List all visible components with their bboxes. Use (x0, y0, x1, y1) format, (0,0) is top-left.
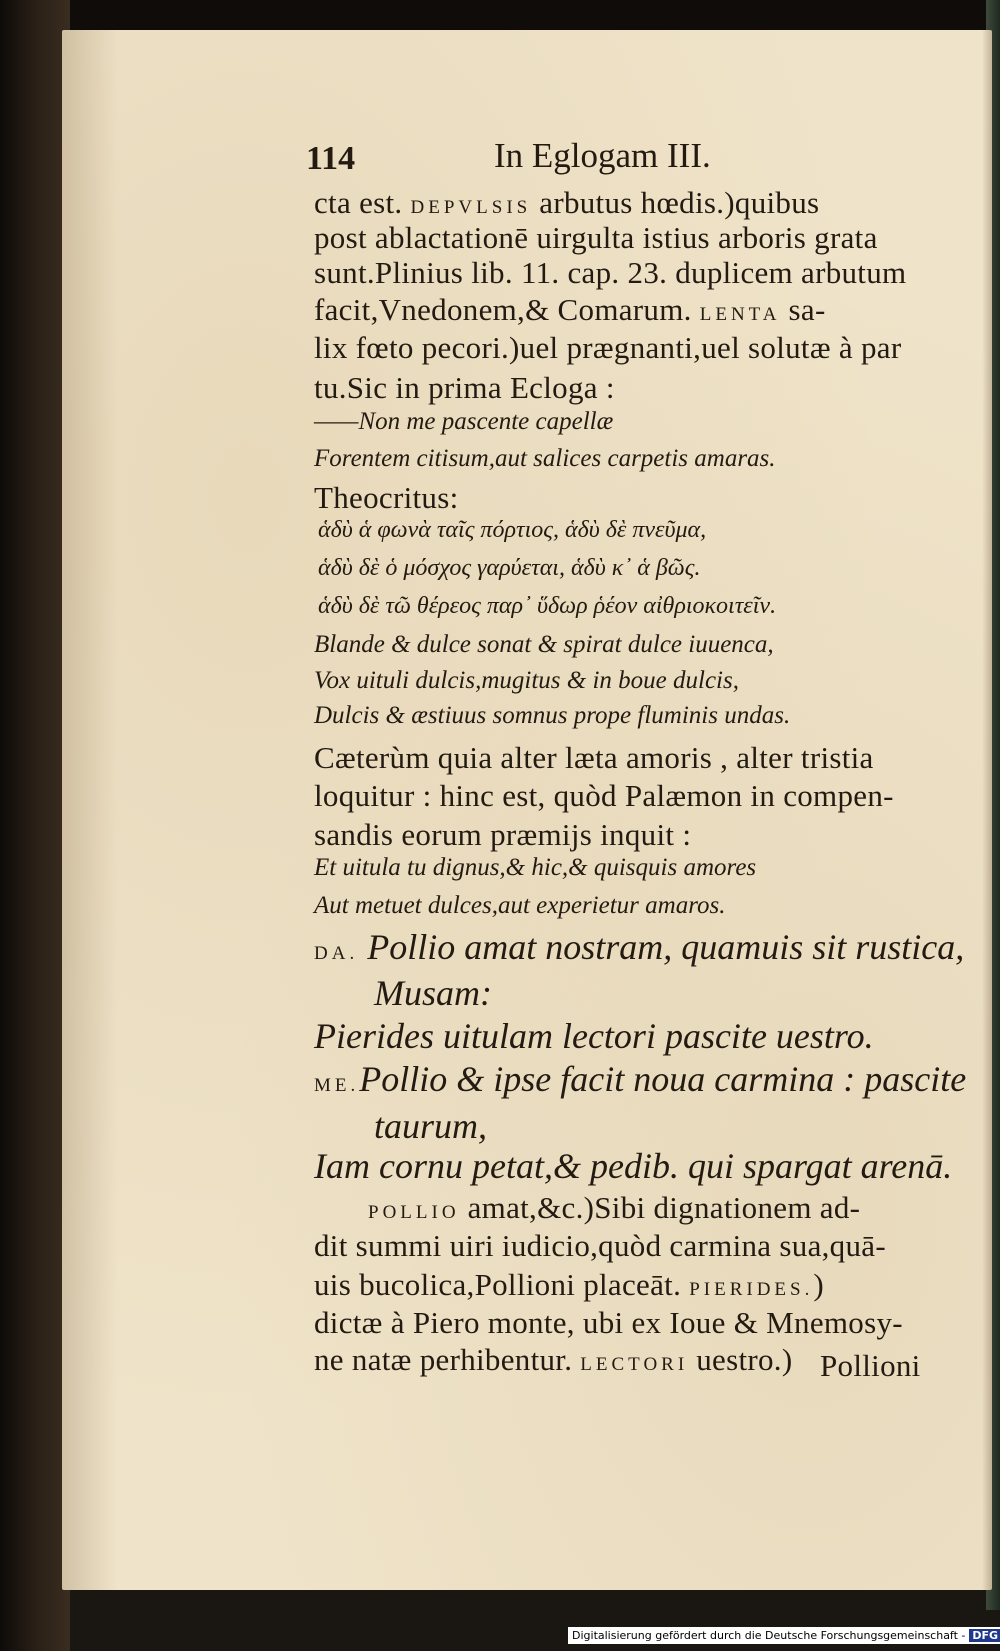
text-line: ——Non me pascente capellæ (314, 408, 614, 435)
text-line: Pierides uitulam lectori pascite uestro. (314, 1016, 874, 1056)
text-line: dit summi uiri iudicio,quòd carmina sua,quā- (314, 1228, 886, 1263)
text-segment: facit,Vnedonem,& Comarum. (314, 292, 700, 327)
text-line: loquitur : hinc est, quòd Palæmon in compen- (314, 778, 894, 813)
page-edge-shadow (982, 30, 992, 1590)
credit-text: Digitalisierung gefördert durch die Deutsche Forschungsgemeinschaft - (572, 1629, 966, 1642)
text-segment: ne natæ perhibentur. (314, 1342, 581, 1377)
text-segment: DEPVLSIS (410, 197, 532, 218)
text-line: tu.Sic in prima Ecloga : (314, 370, 615, 405)
text-segment: LENTA (699, 304, 781, 325)
text-line: Dulcis & æstiuus somnus prope fluminis undas. (314, 702, 791, 729)
catchword: Pollioni (820, 1348, 921, 1383)
text-line (314, 292, 826, 328)
text-line: Vox uituli dulcis,mugitus & in boue dulcis, (314, 667, 739, 694)
text-line: sunt.Plinius lib. 11. cap. 23. duplicem arbutum (314, 255, 907, 290)
text-line: Aut metuet dulces,aut experietur amaros. (314, 892, 726, 919)
text-segment: amat,&c.)Sibi dignationem ad- (459, 1190, 861, 1225)
text-segment: LECTORI (580, 1354, 689, 1375)
text-line (314, 1267, 824, 1303)
digitization-credit (568, 1627, 1000, 1644)
text-segment: ME. (314, 1075, 360, 1096)
text-line (314, 1342, 792, 1378)
text-segment: POLLIO (368, 1202, 460, 1223)
text-line: dictæ à Piero monte, ubi ex Ioue & Mnemosy- (314, 1305, 903, 1340)
text-line: Forentem citisum,aut salices carpetis amaras. (314, 445, 776, 472)
text-segment: uis bucolica,Pollioni placeāt. (314, 1267, 690, 1302)
text-line: post ablactationē uirgulta istius arboris grata (314, 220, 878, 255)
folio-number: 114 (306, 140, 356, 177)
text-line: ἁδὺ δὲ ὁ μόσχος γαρύεται, ἁδὺ κ᾽ ἁ βῶς. (318, 555, 701, 581)
running-head: In Eglogam III. (494, 136, 711, 175)
text-line: Cæterùm quia alter læta amoris , alter tristia (314, 740, 874, 775)
text-segment: Pollio amat nostram, quamuis sit rustica, (358, 927, 965, 967)
text-segment: uestro.) (688, 1342, 793, 1377)
text-line: ἁδὺ δὲ τῶ θέρεος παρ᾽ ὕδωρ ῥέον αἰθριοκοιτεῖν. (318, 593, 777, 619)
text-segment: Pollio & ipse facit noua carmina : pascite (359, 1059, 967, 1099)
text-line (368, 1190, 860, 1226)
text-line: sandis eorum præmijs inquit : (314, 817, 692, 852)
text-segment: sa- (780, 292, 826, 327)
text-segment: PIERIDES. (689, 1279, 814, 1300)
book-binding-top (0, 0, 1000, 34)
book-page (62, 30, 992, 1590)
text-line (314, 185, 819, 221)
text-line: Theocritus: (314, 480, 459, 515)
text-segment: ) (813, 1267, 824, 1302)
book-binding-spine (0, 0, 70, 1651)
text-line: Iam cornu petat,& pedib. qui spargat arenā. (314, 1146, 953, 1186)
text-line: lix fœto pecori.)uel prægnanti,uel solutæ à par (314, 330, 902, 365)
text-line: ἁδὺ ἁ φωνὰ ταῖς πόρτιος, ἁδὺ δὲ πνεῦμα, (318, 517, 707, 543)
text-line: taurum, (374, 1106, 488, 1146)
text-line (314, 926, 964, 968)
text-line: Musam: (374, 973, 492, 1013)
text-segment: DA. (314, 943, 359, 964)
text-line: Et uitula tu dignus,& hic,& quisquis amores (314, 854, 757, 881)
text-line (314, 1058, 966, 1100)
text-segment: cta est. (314, 185, 411, 220)
text-line: Blande & dulce sonat & spirat dulce iuuenca, (314, 631, 774, 658)
text-segment: arbutus hœdis.)quibus (531, 185, 820, 220)
dfg-logo: DFG (969, 1629, 1000, 1642)
